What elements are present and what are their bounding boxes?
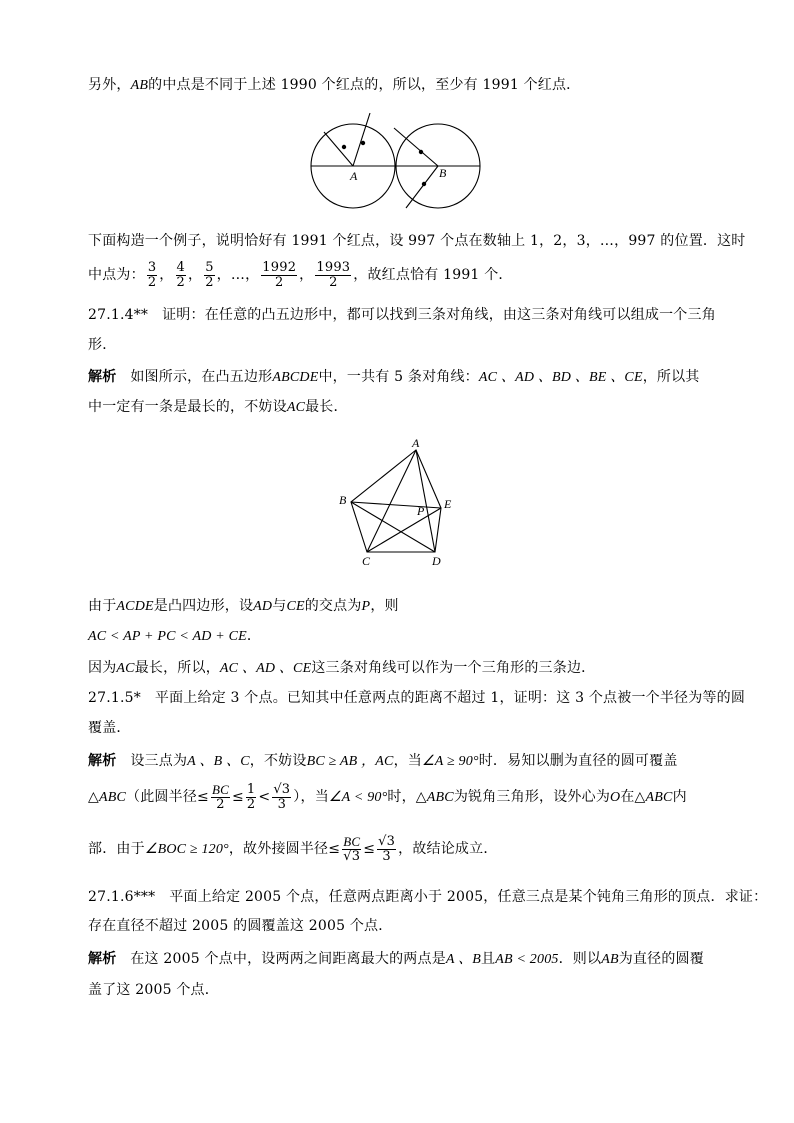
fraction: $\frac{√3}{3}$ bbox=[378, 833, 396, 864]
problem-number: 27.1.5* bbox=[88, 690, 141, 706]
math-ab: AB bbox=[130, 78, 149, 93]
problem-27-1-6: 27.1.6*** 平面上给定 2005 个点，任意两点距离小于 2005，任意三点是某个钝角三角形的顶点．求证： bbox=[88, 889, 768, 905]
solution-27-1-6-line1: 解析 在这 2005 个点中，设两两之间距离最大的两点是A 、B且AB < 2005．则以AB为直径的圆覆 bbox=[88, 951, 704, 967]
fraction: $\frac{3}{2}$ bbox=[147, 259, 157, 290]
label-P: P bbox=[417, 504, 425, 518]
fraction: $\frac{1}{2}$ bbox=[246, 781, 256, 812]
solution-tag: 解析 bbox=[88, 951, 117, 967]
problem-number: 27.1.4** bbox=[88, 307, 149, 323]
fraction: $\frac{4}{2}$ bbox=[176, 259, 185, 290]
solution-27-1-5-line1: 解析 设三点为A 、B 、C，不妨设BC ≥ AB ，AC，当∠A ≥ 90°时．易知以删为直径的圆可覆盖 bbox=[88, 753, 678, 769]
text: 的中点是不同于上述 1990 个红点的，所以，至少有 1991 个红点． bbox=[148, 77, 581, 93]
fraction: $\frac{√3}{3}$ bbox=[273, 781, 291, 812]
paragraph-example-line1 bbox=[88, 232, 746, 250]
paragraph-example-line2: 中点为： $\frac{3}{2}$ ， $\frac{4}{2}$ ， $\frac{5}{2}$ ，…， $\frac{1992}{2}$ ， $\frac{1993}{2}$ ，故红点恰有 1991 个． bbox=[88, 259, 513, 290]
diag-ad bbox=[416, 450, 435, 552]
fraction: $\frac{5}{2}$ bbox=[205, 259, 214, 290]
label-E: E bbox=[444, 497, 452, 511]
solution-27-1-4-line2: 中一定有一条是最长的，不妨设AC最长． bbox=[88, 399, 348, 415]
inequality: AC < AP + PC < AD + CE． bbox=[88, 628, 262, 644]
math-inequality: AC < AP + PC < AD + CE bbox=[88, 629, 247, 644]
paragraph-conclusion: 因为AC最长，所以，AC 、AD 、CE这三条对角线可以作为一个三角形的三条边． bbox=[88, 660, 596, 676]
problem-27-1-4 bbox=[88, 306, 716, 324]
label-a: A bbox=[350, 169, 358, 183]
solution-27-1-5-line2: △ABC（此圆半径≤ $\frac{BC}{2}$ ≤ $\frac{1}{2}$ < $\frac{√3}{3}$ ），当∠A < 90°时，△ABC为锐角三角形，设外心为O在△ABC内 bbox=[88, 781, 687, 812]
dot bbox=[419, 150, 423, 154]
solution-tag: 解析 bbox=[88, 753, 117, 769]
ray-a1 bbox=[324, 132, 353, 166]
diag-be bbox=[351, 502, 441, 508]
text: 证明：在任意的凸五边形中，都可以找到三条对角线，由这三条对角线可以组成一个三角 bbox=[162, 307, 716, 323]
label-b: B bbox=[439, 166, 447, 180]
text: ，故红点恰有 1991 个． bbox=[353, 267, 513, 283]
label-B: B bbox=[339, 493, 347, 507]
fraction: $\frac{1992}{2}$ bbox=[262, 259, 297, 290]
paragraph-acde: 由于ACDE是凸四边形，设AD与CE的交点为P，则 bbox=[88, 598, 399, 614]
problem-27-1-5: 27.1.5* 平面上给定 3 个点。已知其中任意两点的距离不超过 1，证明：这 3 个点被一个半径为等的圆 bbox=[88, 690, 746, 706]
pentagon-figure bbox=[334, 438, 464, 572]
solution-27-1-6-line2: 盖了这 2005 个点． bbox=[88, 982, 219, 998]
label-C: C bbox=[362, 554, 371, 568]
problem-27-1-4-cont bbox=[88, 336, 116, 354]
ray-a2 bbox=[353, 113, 370, 166]
text: 形． bbox=[88, 337, 117, 353]
text: 另外， bbox=[88, 77, 131, 93]
solution-27-1-4-line1: 解析 如图所示，在凸五边形ABCDE中，一共有 5 条对角线：AC 、AD 、BD 、BE 、CE，所以其 bbox=[88, 369, 700, 385]
dot bbox=[422, 182, 426, 186]
label-A: A bbox=[412, 438, 420, 450]
fraction: $\frac{BC}{2}$ bbox=[211, 781, 229, 812]
dot bbox=[342, 145, 346, 149]
label-D: D bbox=[432, 554, 441, 568]
solution-tag: 解析 bbox=[88, 369, 117, 385]
problem-27-1-6-cont: 存在直径不超过 2005 的圆覆盖这 2005 个点． bbox=[88, 918, 393, 934]
fraction: $\frac{BC}{√3}$ bbox=[343, 833, 361, 864]
fraction: $\frac{1993}{2}$ bbox=[316, 259, 351, 290]
text: 下面构造一个例子，说明恰好有 1991 个红点，设 997 个点在数轴上 1，2，3，…，997 的位置．这时 bbox=[88, 233, 746, 249]
dot bbox=[361, 141, 365, 145]
problem-number: 27.1.6*** bbox=[88, 889, 156, 905]
ray-b2 bbox=[406, 166, 438, 208]
pentagon-abcde bbox=[351, 450, 441, 552]
solution-27-1-5-line3: 部．由于∠BOC ≥ 120°，故外接圆半径≤ $\frac{BC}{√3}$ ≤ $\frac{√3}{3}$ ，故结论成立． bbox=[88, 833, 498, 864]
paragraph-midpoint bbox=[88, 76, 580, 95]
problem-27-1-5-cont: 覆盖． bbox=[88, 720, 131, 736]
two-circles-figure bbox=[306, 110, 488, 214]
text: 中点为： bbox=[88, 267, 145, 283]
